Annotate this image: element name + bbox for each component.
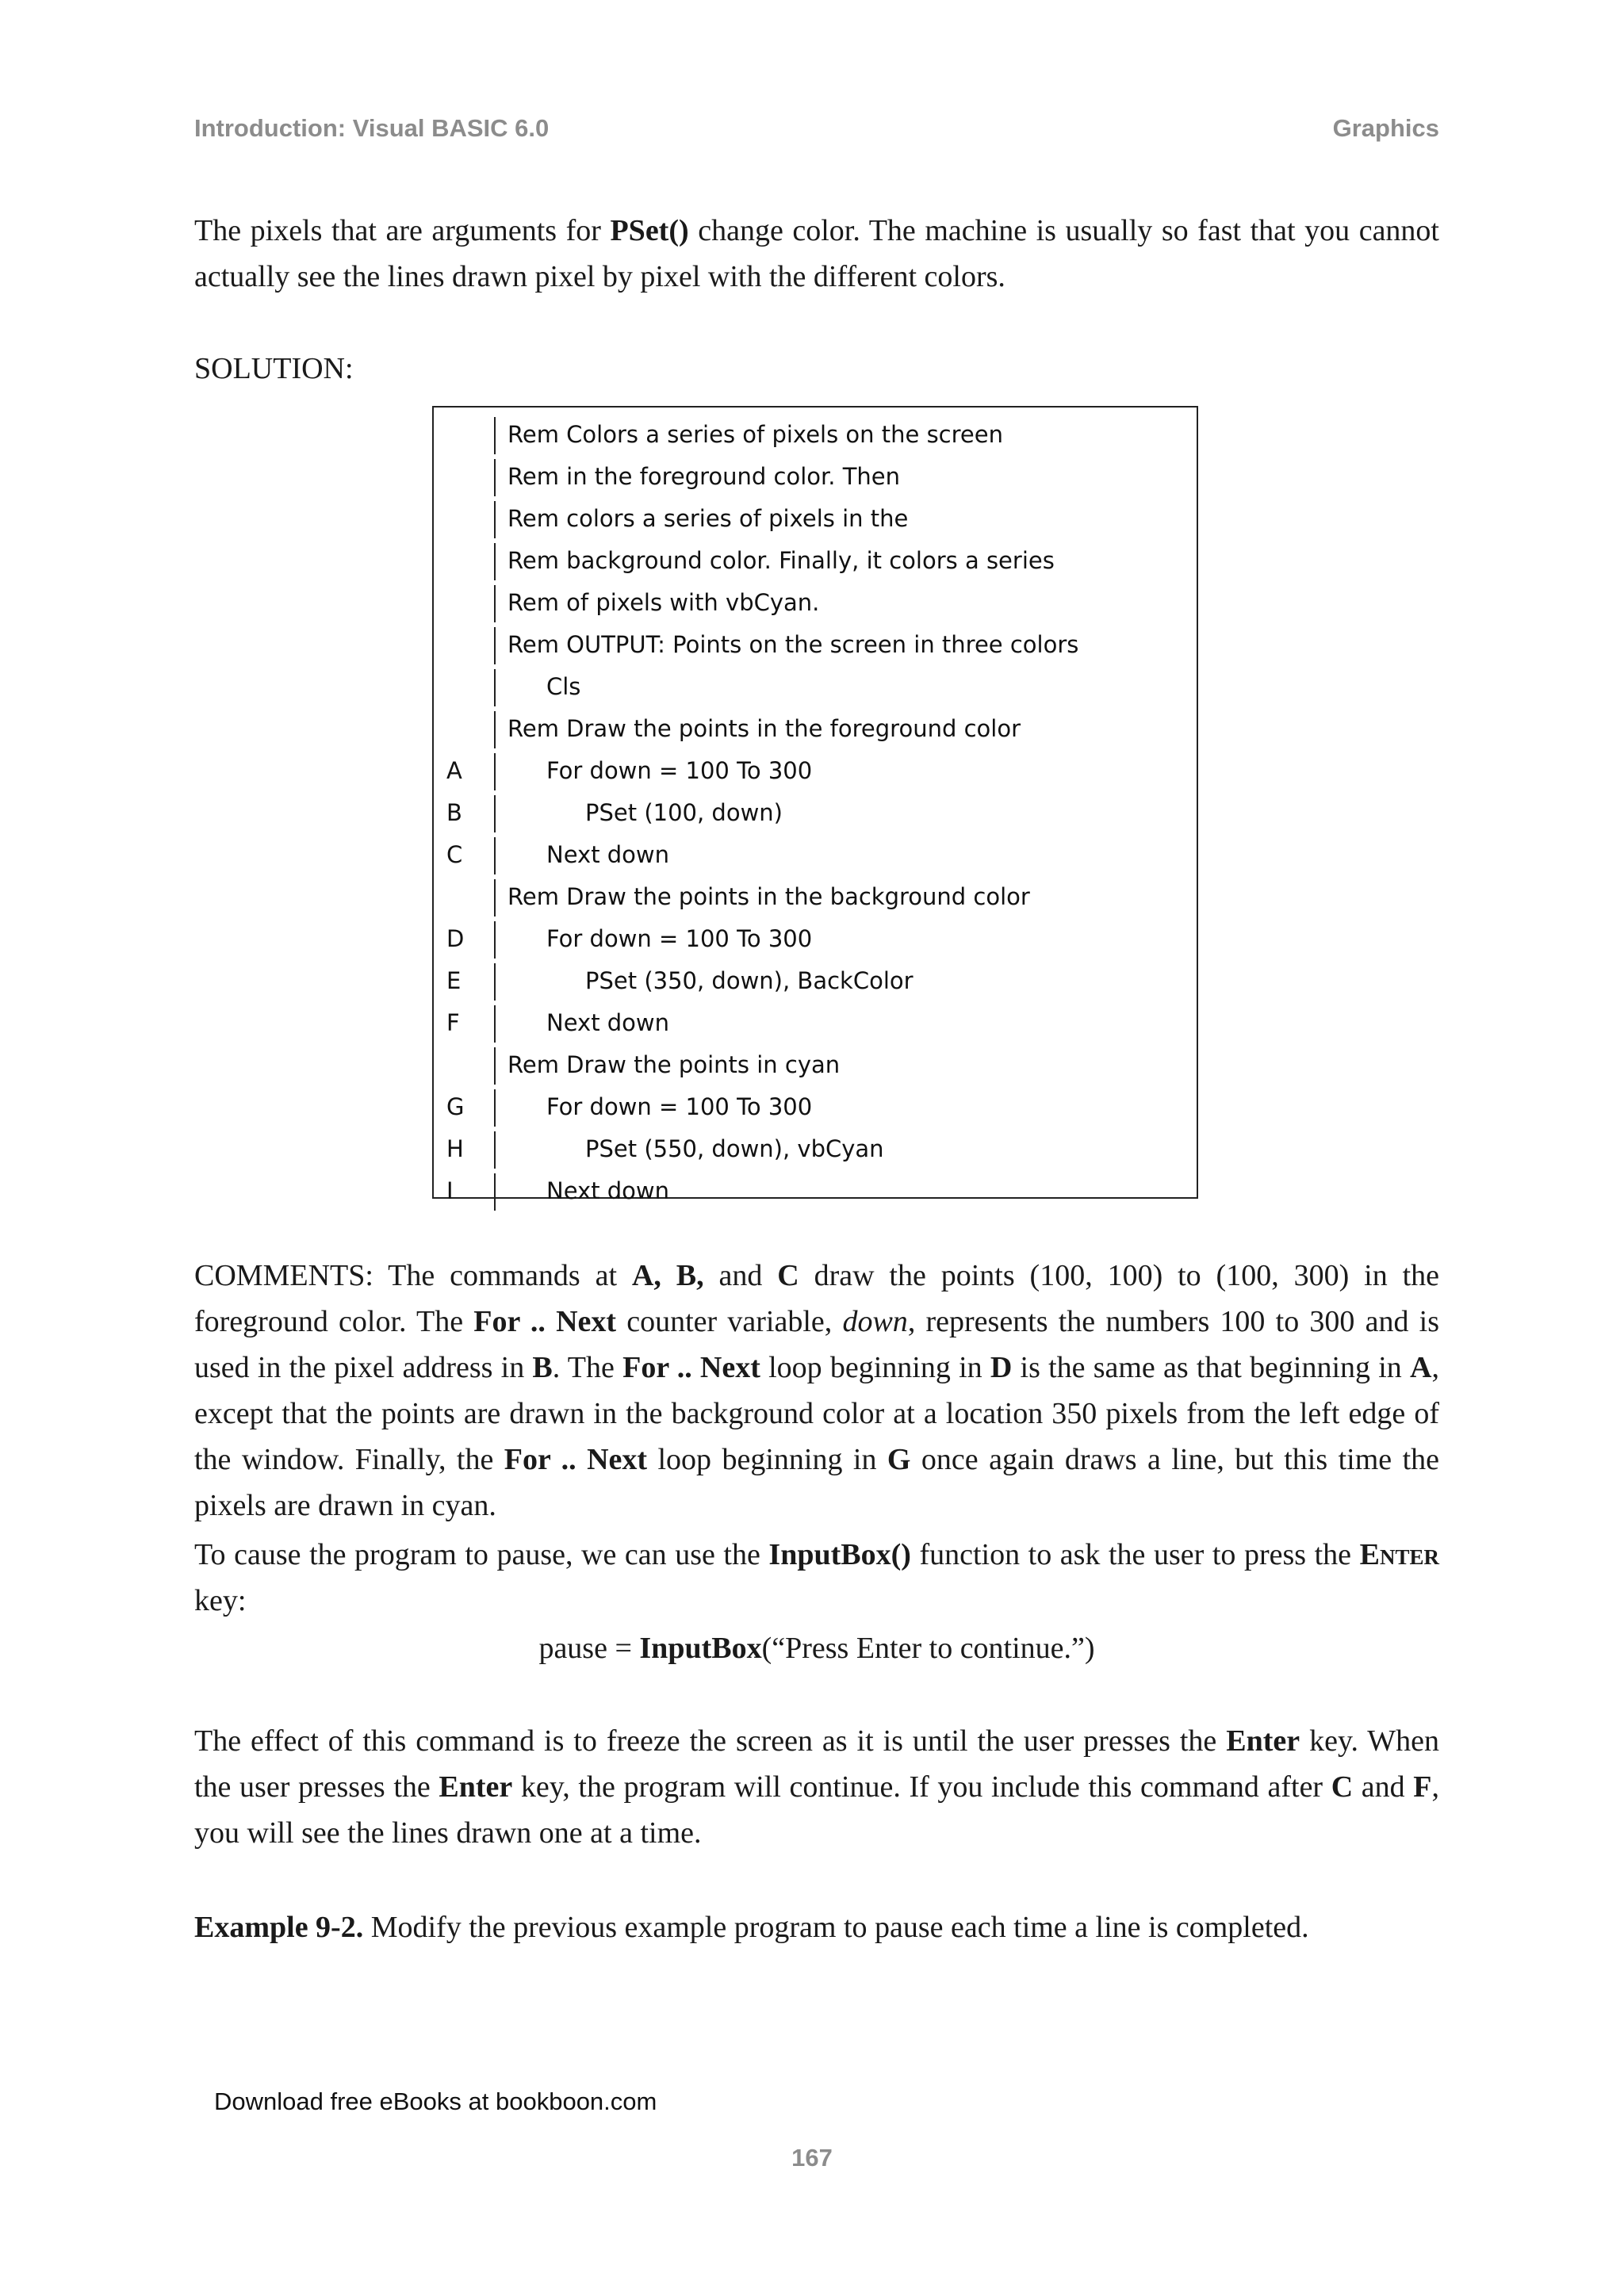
code-line-separator <box>494 879 496 916</box>
code-line-label: A <box>446 757 462 784</box>
code-line-label: D <box>446 925 465 952</box>
code-line <box>434 751 1197 793</box>
code-line-separator <box>494 1089 496 1127</box>
code-line <box>434 919 1197 961</box>
code-line <box>434 835 1197 877</box>
comments-paragraph <box>194 1253 1439 1529</box>
pause-bold-inputbox: InputBox() <box>768 1538 911 1571</box>
comments-text: and <box>703 1259 778 1292</box>
code-line-label: I <box>446 1177 454 1204</box>
page-number: 167 <box>791 2144 833 2172</box>
header-book-title: Introduction: Visual BASIC 6.0 <box>194 114 550 142</box>
comments-bold: G <box>887 1443 911 1476</box>
code-line-text: Rem Draw the points in cyan <box>508 1051 841 1078</box>
comments-text: COMMENTS: The commands at <box>194 1259 632 1292</box>
code-line <box>434 1087 1197 1129</box>
comments-text: , represents the numbers 100 to 300 and is used in the pixel address in <box>194 1305 1439 1384</box>
code-line <box>434 541 1197 583</box>
code-line-text: Rem Draw the points in the foreground color <box>508 715 1021 742</box>
comments-bold: A, B, <box>631 1259 704 1292</box>
code-line-text: Cls <box>546 673 581 700</box>
pause-paragraph <box>194 1532 1439 1624</box>
code-line <box>434 793 1197 835</box>
example-label: Example 9-2. <box>194 1911 364 1944</box>
code-line <box>434 1129 1197 1171</box>
code-line-text: PSet (100, down) <box>585 799 783 826</box>
comments-text: draw the points (100, 100) to (100, 300) in the foreground color. The <box>194 1259 1440 1338</box>
code-line-text: Rem Colors a series of pixels on the screen <box>508 421 1003 448</box>
code-line-label: E <box>446 967 462 994</box>
code-line <box>434 499 1197 541</box>
code-line-separator <box>494 417 496 454</box>
comments-text: counter variable, <box>616 1305 843 1338</box>
code-line-separator <box>494 963 496 1001</box>
pause-code-line <box>194 1625 1439 1671</box>
code-line-text: Rem OUTPUT: Points on the screen in three colors <box>508 631 1079 658</box>
code-line <box>434 1171 1197 1213</box>
pause-code-bold: InputBox <box>639 1632 762 1665</box>
code-line-text: Rem in the foreground color. Then <box>508 463 901 490</box>
code-line <box>434 625 1197 667</box>
code-listing-box <box>432 406 1198 1204</box>
code-line-text: Next down <box>546 1009 670 1036</box>
code-line-text: Next down <box>546 841 670 868</box>
effect-bold: C <box>1331 1770 1354 1804</box>
header-chapter-title: Graphics <box>1332 114 1439 142</box>
effect-text: key, the program will continue. If you include this command after <box>512 1770 1331 1804</box>
code-line-separator <box>494 1005 496 1043</box>
code-line <box>434 415 1197 457</box>
code-line-separator <box>494 753 496 790</box>
enter-key-label: Enter <box>1359 1538 1439 1571</box>
example-text: Modify the previous example program to pause each time a line is completed. <box>363 1911 1309 1944</box>
intro-text-2: change color. The machine is usually so fast that you cannot actually see the lines drawn pixel by pixel with the different colors. <box>194 214 1439 293</box>
code-line-text: Rem background color. Finally, it colors a series <box>508 547 1055 574</box>
code-line <box>434 877 1197 919</box>
comments-bold: C <box>777 1259 799 1292</box>
code-line-text: Rem Draw the points in the background color <box>508 883 1030 910</box>
effect-text: key. When the user presses the <box>194 1724 1439 1804</box>
effect-bold: Enter <box>1226 1724 1300 1758</box>
example-paragraph <box>194 1904 1439 1950</box>
download-link[interactable]: Download free eBooks at bookboon.com <box>214 2087 657 2115</box>
effect-paragraph <box>194 1718 1439 1856</box>
code-line-label: B <box>446 799 462 826</box>
code-line-separator <box>494 543 496 580</box>
code-line-separator <box>494 459 496 496</box>
comments-italic: down <box>842 1305 908 1338</box>
code-line-text: PSet (550, down), vbCyan <box>585 1135 884 1162</box>
code-line-text: Rem of pixels with vbCyan. <box>508 589 820 616</box>
comments-bold: For .. Next <box>473 1305 617 1338</box>
comments-text: . The <box>552 1351 623 1384</box>
comments-bold: A <box>1410 1351 1432 1384</box>
effect-bold: F <box>1413 1770 1432 1804</box>
code-line-separator <box>494 921 496 959</box>
code-line-label: H <box>446 1135 464 1162</box>
code-line <box>434 961 1197 1003</box>
pause-text: To cause the program to pause, we can use the <box>194 1538 769 1571</box>
comments-text: is the same as that beginning in <box>1012 1351 1411 1384</box>
intro-paragraph <box>194 208 1439 300</box>
code-line <box>434 667 1197 709</box>
comments-bold: D <box>990 1351 1013 1384</box>
effect-text: , you will see the lines drawn one at a time. <box>194 1770 1439 1850</box>
code-line-separator <box>494 1131 496 1169</box>
code-line-separator <box>494 711 496 748</box>
comments-text: once again draws a line, but this time the pixels are drawn in cyan. <box>194 1443 1440 1522</box>
effect-text: and <box>1353 1770 1414 1804</box>
code-line-separator <box>494 669 496 706</box>
code-line-text: PSet (350, down), BackColor <box>585 967 914 994</box>
code-line-separator <box>494 1173 496 1211</box>
effect-bold: Enter <box>439 1770 513 1804</box>
intro-bold-pset: PSet() <box>610 214 689 247</box>
solution-label: SOLUTION: <box>194 352 354 385</box>
code-line-text: For down = 100 To 300 <box>546 757 813 784</box>
code-line <box>434 709 1197 751</box>
pause-text: function to ask the user to press the <box>910 1538 1360 1571</box>
comments-bold: For .. Next <box>622 1351 760 1384</box>
code-line-separator <box>494 1047 496 1085</box>
code-line <box>434 583 1197 625</box>
comments-text: loop beginning in <box>760 1351 990 1384</box>
code-line <box>434 457 1197 499</box>
code-line-separator <box>494 795 496 832</box>
code-line <box>434 1003 1197 1045</box>
intro-text-1: The pixels that are arguments for <box>194 214 611 247</box>
code-line-separator <box>494 627 496 664</box>
running-header <box>194 114 1439 149</box>
code-line-text: For down = 100 To 300 <box>546 925 813 952</box>
comments-bold: B <box>532 1351 553 1384</box>
pause-code-text: pause = <box>538 1632 640 1665</box>
code-line-label: C <box>446 841 463 868</box>
code-line-text: For down = 100 To 300 <box>546 1093 813 1120</box>
code-line-separator <box>494 837 496 874</box>
code-line-text: Next down <box>546 1177 670 1204</box>
comments-text: , except that the points are drawn in the background color at a location 350 pixels from the left edge of the window. Finally, the <box>194 1351 1439 1476</box>
code-line-text: Rem colors a series of pixels in the <box>508 505 909 532</box>
pause-code-text: (“Press Enter to continue.”) <box>761 1632 1095 1665</box>
code-line-label: F <box>446 1009 460 1036</box>
effect-text: The effect of this command is to freeze the screen as it is until the user presses the <box>194 1724 1227 1758</box>
comments-text: loop beginning in <box>647 1443 887 1476</box>
pause-text: key: <box>194 1584 247 1617</box>
code-line-separator <box>494 585 496 622</box>
code-line-separator <box>494 501 496 538</box>
code-line <box>434 1045 1197 1087</box>
code-line-label: G <box>446 1093 465 1120</box>
comments-bold: For .. Next <box>504 1443 648 1476</box>
